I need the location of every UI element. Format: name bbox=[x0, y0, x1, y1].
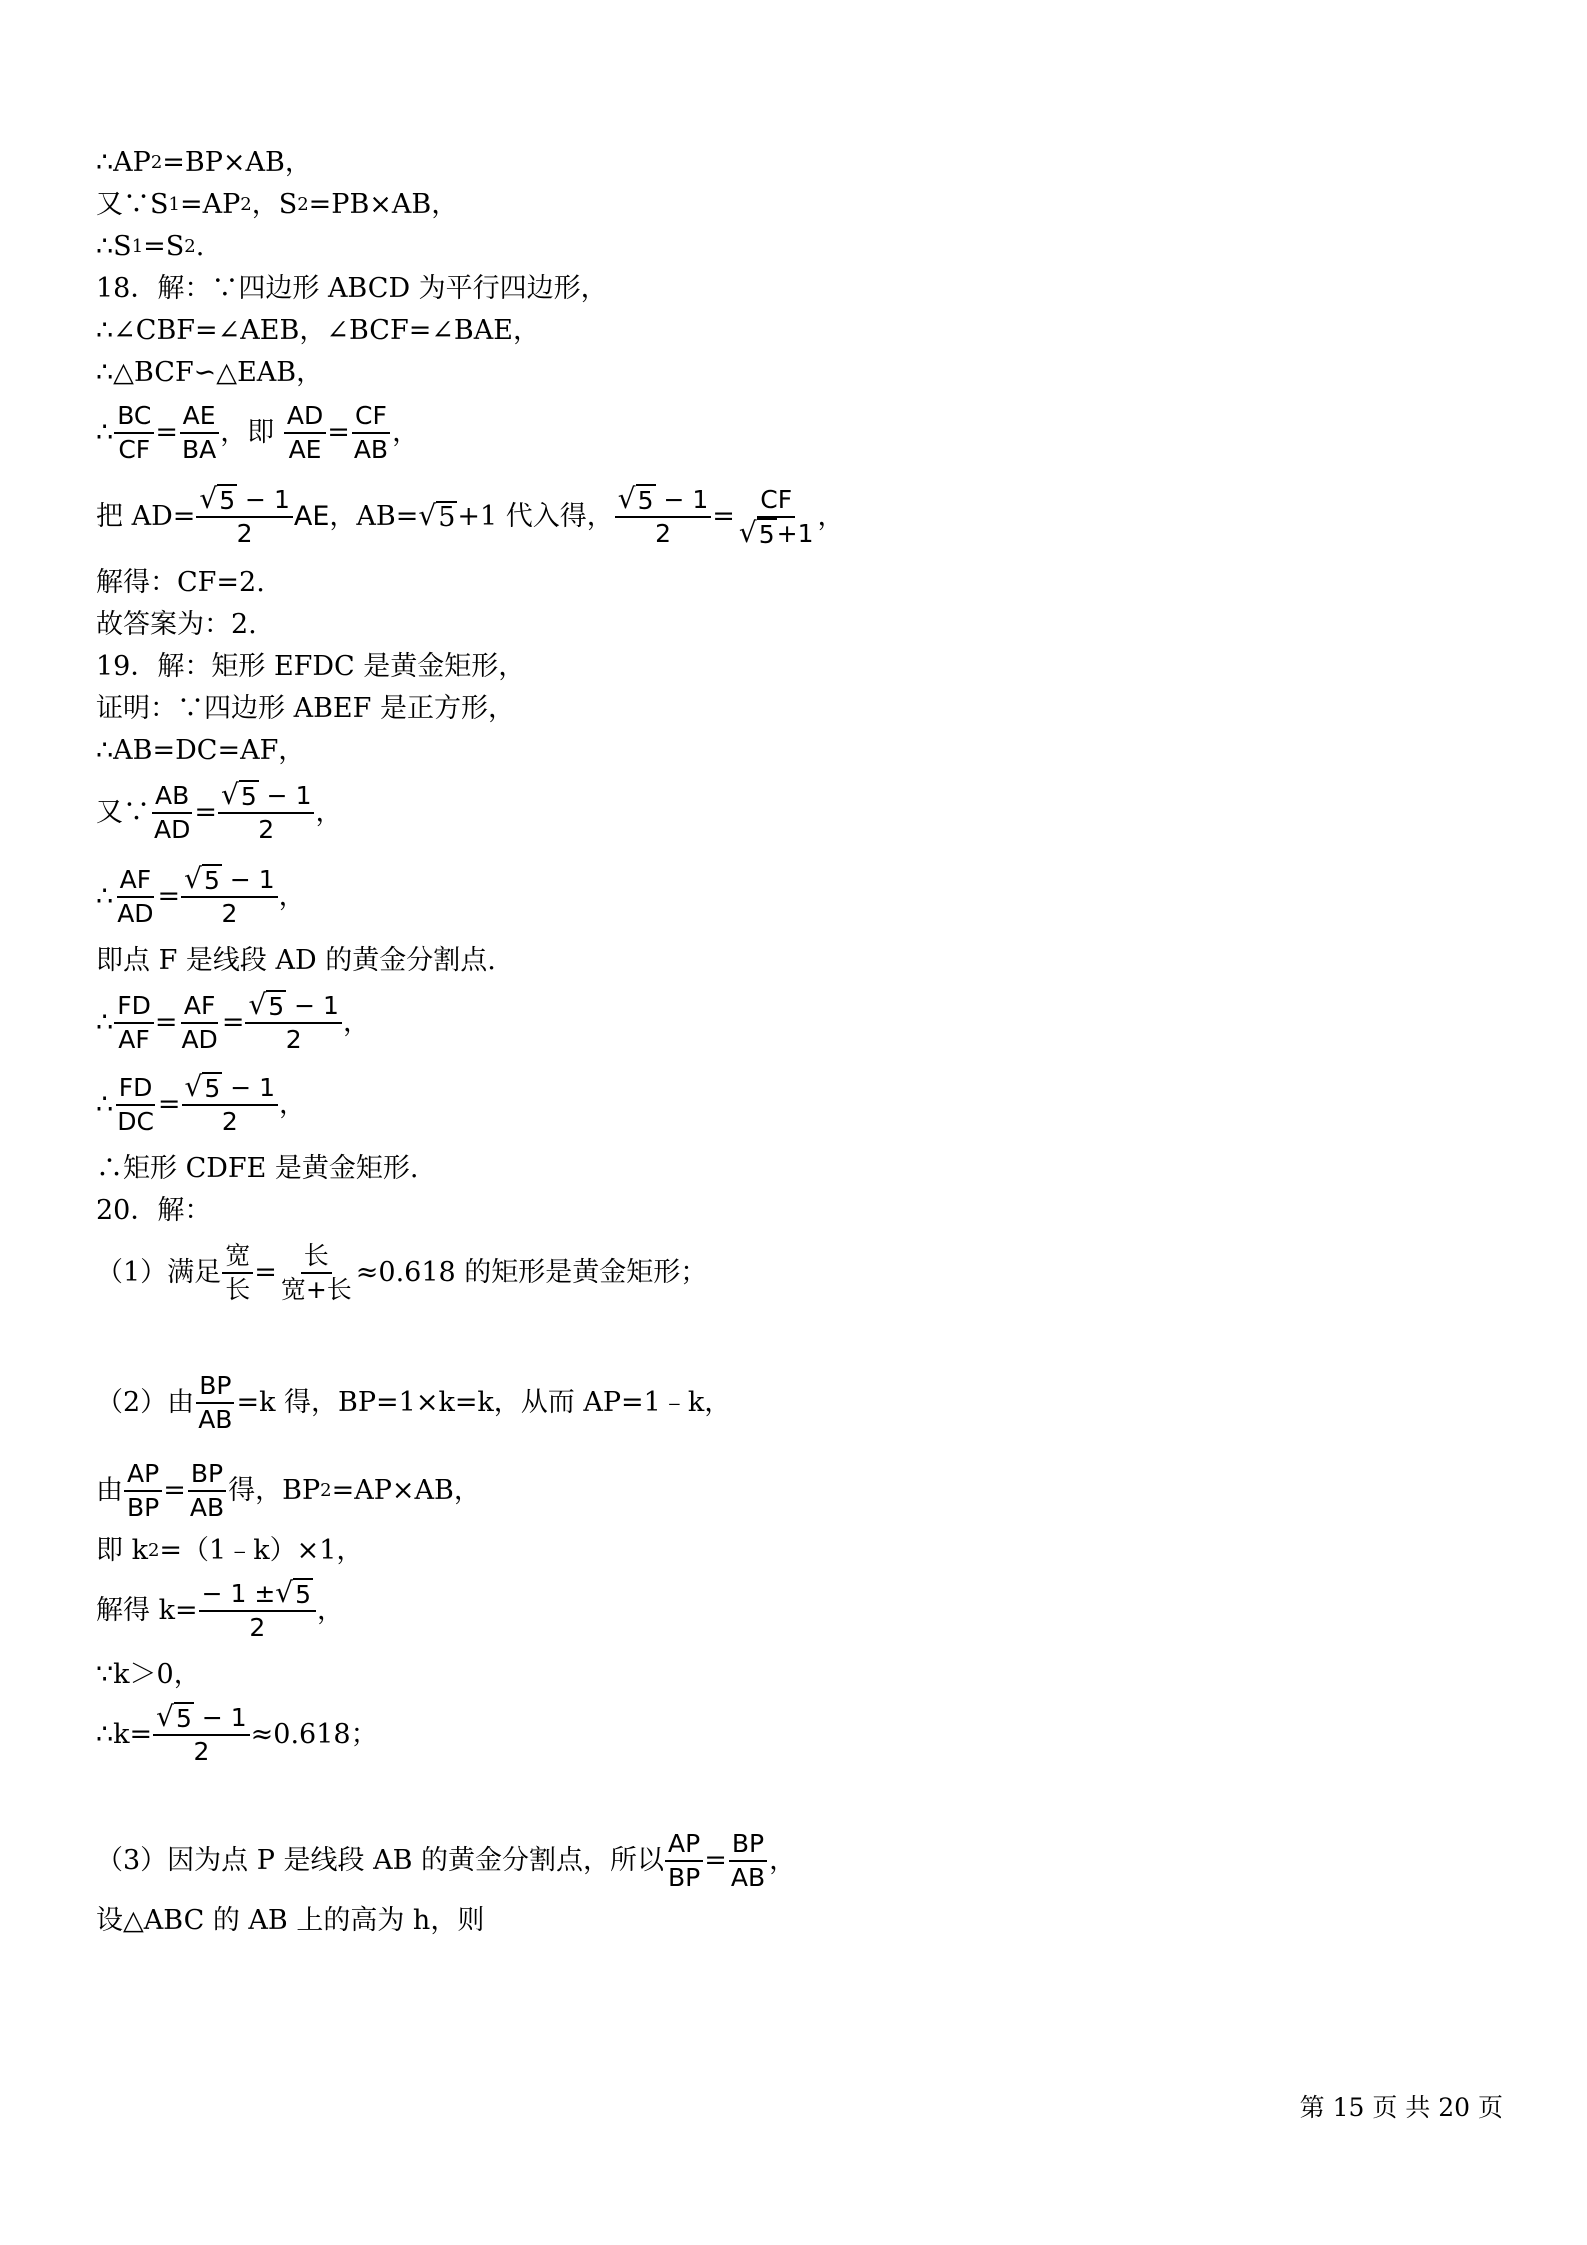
fraction: $\frac{AD}{AE}$ bbox=[284, 400, 326, 466]
fraction: √ 5 − 1 2 bbox=[196, 484, 293, 550]
proof-line-ratio: ∴ $\frac{FD}{AF}$ = $\frac{AF}{AD}$ = √ 5 − 1 2 ， bbox=[96, 988, 370, 1054]
text: 又∵S bbox=[96, 189, 169, 220]
superscript: 2 bbox=[240, 194, 252, 215]
proof-line-substitute: 把 AD= √ 5 − 1 2 AE ，AB= √ 5 +1 代入得， √ 5 − 1 2 = CF √ 5 +1 ， bbox=[96, 482, 845, 549]
fraction: $\frac{AF}{AD}$ bbox=[117, 865, 154, 928]
superscript: 2 bbox=[150, 152, 163, 173]
proof-line: 即 k 2 =（1﹣k）×1， bbox=[96, 1535, 364, 1566]
fraction: $\frac{BP}{AB}$ bbox=[198, 1371, 233, 1434]
text: ∴S bbox=[96, 231, 132, 262]
proof-line-ratio: 由 $\frac{AP}{BP}$ = $\frac{BP}{AB}$ 得，BP 2 =AP×AB， bbox=[96, 1459, 481, 1522]
fraction: $\frac{AP}{BP}$ bbox=[124, 1458, 162, 1524]
answer-line: 故答案为：2. bbox=[96, 609, 257, 640]
proof-line-ratio: ∴ $\frac{AF}{AD}$ = √ 5 − 1 2 ， bbox=[96, 862, 306, 928]
problem-19-heading: 19．解：矩形 EFDC 是黄金矩形， bbox=[96, 651, 526, 682]
proof-line-1 bbox=[96, 146, 312, 180]
proof-line-ratio: ∴ $\frac{FD}{DC}$ = √ 5 − 1 2 ， bbox=[96, 1070, 307, 1136]
proof-line-ratio: ∴ $\frac{BC}{CF}$ = $\frac{AE}{BA}$ ，即 $\frac{AD}{AE}$ = $\frac{CF}{AB}$ ， bbox=[96, 401, 420, 464]
proof-line: ∵k＞0， bbox=[96, 1659, 201, 1690]
fraction: $\frac{FD}{AF}$ bbox=[114, 990, 154, 1056]
proof-line: ∴△BCF∽△EAB， bbox=[96, 357, 324, 388]
subscript: 2 bbox=[184, 236, 196, 257]
sqrt: √ 5 bbox=[199, 482, 236, 515]
proof-line-result: ∴k= √ 5 − 1 2 ≈0.618； bbox=[96, 1700, 378, 1766]
proof-line-2 bbox=[96, 188, 458, 222]
proof-line: 解得：CF=2. bbox=[96, 567, 265, 598]
subscript: 1 bbox=[168, 194, 180, 215]
proof-line-3 bbox=[96, 230, 204, 264]
proof-line: 即点 F 是线段 AD 的黄金分割点. bbox=[96, 945, 496, 976]
text: ∴AP bbox=[96, 147, 151, 178]
fraction: $\frac{BC}{CF}$ bbox=[114, 400, 154, 466]
proof-line: ∴AB=DC=AF， bbox=[96, 735, 306, 766]
subscript: 2 bbox=[297, 194, 309, 215]
part-2-line: （2）由 $\frac{BP}{AB}$ =k 得，BP=1×k=k，从而 AP=1﹣k， bbox=[96, 1371, 732, 1434]
part-3-line: （3）因为点 P 是线段 AB 的黄金分割点，所以 $\frac{AP}{BP}$ = $\frac{BP}{AB}$ ， bbox=[96, 1829, 797, 1892]
text: =AP bbox=[179, 189, 241, 220]
fraction: CF √ 5 +1 bbox=[738, 485, 814, 549]
fraction: $\frac{\text{长}}{\text{宽+长}}$ bbox=[280, 1241, 352, 1304]
sqrt: √ 5 bbox=[418, 499, 456, 533]
fraction: $\frac{\text{宽}}{\text{长}}$ bbox=[222, 1240, 253, 1306]
fraction: √ 5 − 1 2 bbox=[153, 1702, 250, 1768]
text: =BP×AB， bbox=[162, 147, 312, 178]
fraction: √ 5 − 1 2 bbox=[245, 990, 342, 1056]
fraction: $\frac{AB}{AD}$ bbox=[154, 781, 191, 844]
proof-line: 设△ABC 的 AB 上的高为 h，则 bbox=[96, 1905, 485, 1936]
page-number-footer: 第 15 页 共 20 页 bbox=[1299, 2093, 1503, 2122]
text: =PB×AB， bbox=[308, 189, 459, 220]
text: =S bbox=[143, 231, 185, 262]
problem-18-heading: 18．解：∵四边形 ABCD 为平行四边形， bbox=[96, 273, 608, 304]
text: . bbox=[195, 231, 205, 262]
fraction: $\frac{BP}{AB}$ bbox=[730, 1829, 766, 1892]
proof-line-ratio: 又∵ $\frac{AB}{AD}$ = √ 5 − 1 2 ， bbox=[96, 778, 343, 844]
fraction: √ 5 − 1 2 bbox=[218, 780, 315, 846]
proof-line: ∴∠CBF=∠AEB，∠BCF=∠BAE， bbox=[96, 315, 540, 346]
fraction: $\frac{AP}{BP}$ bbox=[665, 1828, 703, 1894]
fraction: √ 5 − 1 2 bbox=[181, 864, 278, 930]
text: ，S bbox=[251, 189, 298, 220]
part-1-line: （1）满足 $\frac{\text{宽}}{\text{长}}$ = $\frac{\text{长}}{\text{宽+长}}$ ≈0.618 的矩形是黄金矩形； bbox=[96, 1241, 708, 1304]
proof-line: ∴矩形 CDFE 是黄金矩形. bbox=[96, 1153, 419, 1184]
fraction: $\frac{CF}{AB}$ bbox=[353, 401, 389, 464]
fraction: $\frac{AF}{AD}$ bbox=[181, 991, 218, 1054]
fraction: √ 5 − 1 2 bbox=[615, 484, 712, 550]
fraction: $\frac{FD}{DC}$ bbox=[117, 1073, 154, 1136]
fraction: − 1 ± √ 5 2 bbox=[199, 1578, 316, 1644]
fraction: √ 5 − 1 2 bbox=[182, 1072, 279, 1138]
proof-line-solve: 解得 k= − 1 ± √ 5 2 ， bbox=[96, 1576, 345, 1642]
fraction: $\frac{AE}{BA}$ bbox=[179, 400, 219, 466]
proof-line: 证明：∵四边形 ABEF 是正方形， bbox=[96, 693, 515, 724]
fraction: $\frac{BP}{AB}$ bbox=[189, 1459, 225, 1522]
problem-20-heading: 20．解： bbox=[96, 1195, 212, 1226]
subscript: 1 bbox=[131, 236, 144, 257]
